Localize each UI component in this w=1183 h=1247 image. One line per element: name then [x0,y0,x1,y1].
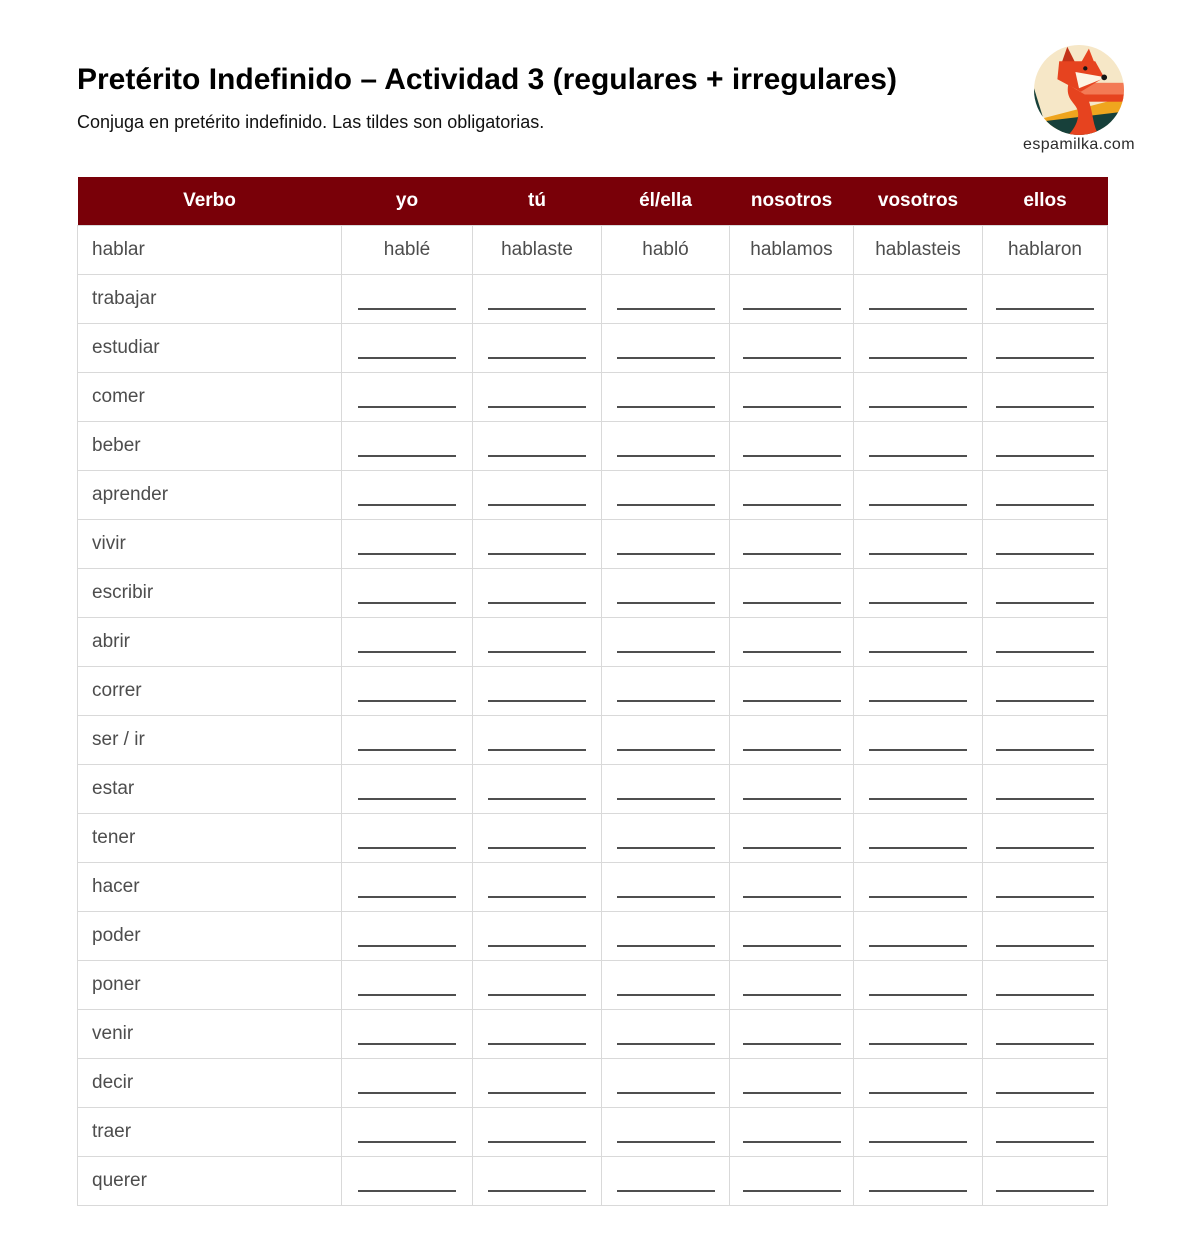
answer-cell [983,911,1108,960]
answer-cell [854,1107,983,1156]
answer-cell [342,862,473,911]
page-subtitle: Conjuga en pretérito indefinido. Las tildes son obligatorias. [77,112,545,132]
column-header-vosotros: vosotros [854,177,983,225]
answer-blank-line [617,1092,715,1094]
answer-blank-line [488,602,586,604]
answer-cell [473,764,602,813]
answer-cell [473,274,602,323]
answer-blank-line [617,406,715,408]
verb-cell: querer [78,1156,342,1205]
verb-cell: trabajar [78,274,342,323]
answer-cell [730,862,854,911]
answer-blank-line [996,406,1094,408]
answer-blank-line [869,504,967,506]
answer-blank-line [617,602,715,604]
answer-cell [983,1058,1108,1107]
table-row [78,813,1108,862]
answer-blank-line [743,504,841,506]
column-header-nosotros: nosotros [730,177,854,225]
table-row-example [78,225,1108,274]
answer-cell [854,1156,983,1205]
answer-blank-line [617,896,715,898]
answer-blank-line [869,1141,967,1143]
answer-cell [854,1009,983,1058]
answer-blank-line [996,1092,1094,1094]
answer-cell [602,813,730,862]
answer-blank-line [996,308,1094,310]
verb-cell: poder [78,911,342,960]
answer-cell [983,1009,1108,1058]
answer-blank-line [488,1141,586,1143]
answer-cell [983,568,1108,617]
answer-blank-line [743,455,841,457]
answer-cell [730,715,854,764]
answer-blank-line [488,553,586,555]
answer-blank-line [996,749,1094,751]
answer-blank-line [996,896,1094,898]
answer-blank-line [488,1043,586,1045]
answer-blank-line [488,798,586,800]
verb-cell: poner [78,960,342,1009]
answer-blank-line [358,945,456,947]
column-header-yo: yo [342,177,473,225]
answer-blank-line [358,602,456,604]
verb-cell: hacer [78,862,342,911]
answer-blank-line [743,308,841,310]
answer-blank-line [869,651,967,653]
answer-blank-line [996,357,1094,359]
answer-blank-line [617,847,715,849]
answer-blank-line [488,994,586,996]
answer-cell [854,323,983,372]
answer-cell [730,568,854,617]
answer-blank-line [996,455,1094,457]
answer-blank-line [488,504,586,506]
answer-blank-line [869,847,967,849]
answer-blank-line [488,357,586,359]
answer-cell [730,274,854,323]
answer-blank-line [488,700,586,702]
answer-blank-line [488,749,586,751]
answer-cell [473,470,602,519]
answer-blank-line [358,308,456,310]
conjugation-cell: hablé [342,225,473,274]
answer-cell [983,813,1108,862]
answer-blank-line [869,1092,967,1094]
answer-cell [602,421,730,470]
verb-cell: abrir [78,617,342,666]
conjugation-cell: hablasteis [854,225,983,274]
answer-cell [854,813,983,862]
answer-cell [602,666,730,715]
answer-blank-line [358,798,456,800]
column-header--l-ella: él/ella [602,177,730,225]
answer-cell [854,421,983,470]
answer-cell [730,911,854,960]
verb-cell: ser / ir [78,715,342,764]
answer-cell [983,372,1108,421]
answer-cell [342,813,473,862]
answer-cell [342,421,473,470]
answer-blank-line [743,602,841,604]
answer-blank-line [743,1092,841,1094]
page-title: Pretérito Indefinido – Actividad 3 (regulares + irregulares) [77,63,897,96]
answer-cell [854,911,983,960]
answer-blank-line [617,1043,715,1045]
answer-blank-line [358,896,456,898]
table-row [78,666,1108,715]
answer-blank-line [869,945,967,947]
answer-cell [473,372,602,421]
verb-cell: decir [78,1058,342,1107]
answer-cell [473,1009,602,1058]
table-row [78,862,1108,911]
table-row [78,274,1108,323]
answer-blank-line [617,700,715,702]
table-row [78,519,1108,568]
answer-blank-line [869,602,967,604]
answer-blank-line [869,798,967,800]
table-row [78,1156,1108,1205]
answer-cell [342,1058,473,1107]
answer-cell [342,911,473,960]
answer-cell [473,862,602,911]
answer-cell [342,1009,473,1058]
table-row [78,960,1108,1009]
answer-cell [602,519,730,568]
answer-cell [854,274,983,323]
answer-blank-line [617,308,715,310]
answer-blank-line [617,455,715,457]
answer-cell [342,617,473,666]
answer-cell [473,666,602,715]
answer-blank-line [743,700,841,702]
answer-blank-line [617,1141,715,1143]
answer-cell [730,372,854,421]
answer-cell [473,519,602,568]
table-row [78,617,1108,666]
answer-blank-line [488,847,586,849]
answer-cell [473,1058,602,1107]
verb-cell: aprender [78,470,342,519]
answer-cell [854,666,983,715]
answer-blank-line [358,651,456,653]
answer-blank-line [743,406,841,408]
answer-cell [342,519,473,568]
answer-blank-line [488,455,586,457]
answer-cell [983,470,1108,519]
answer-cell [602,323,730,372]
answer-cell [602,1156,730,1205]
answer-blank-line [743,1043,841,1045]
conjugation-cell: hablamos [730,225,854,274]
answer-blank-line [996,798,1094,800]
answer-cell [602,274,730,323]
table-row [78,470,1108,519]
answer-blank-line [743,1190,841,1192]
answer-cell [854,617,983,666]
verb-cell: correr [78,666,342,715]
answer-blank-line [617,798,715,800]
answer-cell [473,960,602,1009]
verb-cell: venir [78,1009,342,1058]
conjugation-table-wrap [77,177,1108,1206]
conjugation-cell: habló [602,225,730,274]
answer-blank-line [869,1043,967,1045]
answer-blank-line [996,847,1094,849]
answer-cell [342,274,473,323]
answer-cell [342,715,473,764]
answer-cell [854,715,983,764]
answer-blank-line [617,357,715,359]
answer-cell [602,1009,730,1058]
answer-blank-line [869,308,967,310]
table-row [78,1107,1108,1156]
answer-blank-line [743,357,841,359]
answer-cell [473,1156,602,1205]
conjugation-cell: hablaste [473,225,602,274]
answer-cell [854,372,983,421]
answer-cell [602,764,730,813]
answer-cell [342,666,473,715]
answer-cell [602,1058,730,1107]
conjugation-cell: hablaron [983,225,1108,274]
answer-blank-line [488,1190,586,1192]
answer-blank-line [358,749,456,751]
answer-cell [854,764,983,813]
answer-blank-line [358,504,456,506]
answer-cell [602,617,730,666]
answer-cell [602,960,730,1009]
answer-cell [602,862,730,911]
answer-blank-line [358,553,456,555]
answer-blank-line [996,945,1094,947]
verb-cell: escribir [78,568,342,617]
answer-blank-line [743,798,841,800]
answer-cell [983,1107,1108,1156]
answer-blank-line [996,553,1094,555]
answer-cell [730,519,854,568]
answer-cell [983,421,1108,470]
answer-cell [730,1156,854,1205]
answer-blank-line [358,1190,456,1192]
answer-cell [342,568,473,617]
answer-blank-line [743,553,841,555]
table-row [78,1009,1108,1058]
table-row [78,911,1108,960]
column-header-verbo: Verbo [78,177,342,225]
answer-blank-line [358,847,456,849]
answer-cell [602,1107,730,1156]
conjugation-table [77,177,1108,1206]
answer-cell [983,862,1108,911]
answer-cell [730,1058,854,1107]
answer-blank-line [869,700,967,702]
answer-cell [854,960,983,1009]
verb-cell: hablar [78,225,342,274]
table-row [78,323,1108,372]
answer-cell [730,960,854,1009]
answer-cell [473,813,602,862]
answer-blank-line [996,504,1094,506]
answer-cell [730,323,854,372]
answer-blank-line [358,406,456,408]
answer-cell [342,1107,473,1156]
answer-blank-line [488,896,586,898]
table-row [78,372,1108,421]
answer-blank-line [869,455,967,457]
verb-cell: comer [78,372,342,421]
answer-cell [983,1156,1108,1205]
answer-blank-line [869,553,967,555]
answer-blank-line [996,1043,1094,1045]
answer-blank-line [743,945,841,947]
answer-blank-line [358,700,456,702]
answer-cell [730,617,854,666]
answer-blank-line [869,406,967,408]
answer-cell [854,568,983,617]
answer-cell [983,617,1108,666]
answer-cell [602,715,730,764]
answer-blank-line [617,651,715,653]
answer-blank-line [488,1092,586,1094]
answer-blank-line [358,1092,456,1094]
answer-blank-line [743,651,841,653]
answer-cell [473,1107,602,1156]
answer-blank-line [617,749,715,751]
answer-blank-line [617,504,715,506]
answer-blank-line [996,651,1094,653]
answer-cell [983,519,1108,568]
answer-cell [602,372,730,421]
table-header-row [78,177,1108,225]
answer-blank-line [869,896,967,898]
answer-cell [854,862,983,911]
answer-blank-line [996,700,1094,702]
answer-blank-line [358,455,456,457]
answer-cell [342,323,473,372]
site-url: espamilka.com [1023,136,1135,153]
answer-blank-line [358,994,456,996]
verb-cell: vivir [78,519,342,568]
answer-blank-line [617,945,715,947]
document-header [0,0,1183,134]
answer-cell [983,715,1108,764]
answer-cell [342,960,473,1009]
answer-blank-line [488,651,586,653]
answer-cell [983,274,1108,323]
answer-cell [854,519,983,568]
answer-cell [473,617,602,666]
answer-blank-line [869,994,967,996]
answer-cell [983,666,1108,715]
verb-cell: tener [78,813,342,862]
answer-cell [602,911,730,960]
answer-blank-line [488,308,586,310]
answer-blank-line [358,357,456,359]
verb-cell: traer [78,1107,342,1156]
answer-cell [983,323,1108,372]
answer-blank-line [617,553,715,555]
answer-blank-line [743,749,841,751]
answer-blank-line [996,1190,1094,1192]
answer-blank-line [488,945,586,947]
table-row [78,715,1108,764]
verb-cell: estar [78,764,342,813]
table-row [78,568,1108,617]
answer-cell [473,323,602,372]
answer-cell [342,470,473,519]
answer-blank-line [996,602,1094,604]
answer-blank-line [869,749,967,751]
answer-blank-line [358,1043,456,1045]
answer-blank-line [743,994,841,996]
answer-cell [602,568,730,617]
answer-cell [730,764,854,813]
verb-cell: beber [78,421,342,470]
answer-blank-line [617,1190,715,1192]
answer-blank-line [617,994,715,996]
table-row [78,1058,1108,1107]
verb-cell: estudiar [78,323,342,372]
answer-cell [342,372,473,421]
answer-cell [730,813,854,862]
answer-blank-line [488,406,586,408]
table-row [78,421,1108,470]
answer-blank-line [743,896,841,898]
answer-blank-line [996,1141,1094,1143]
answer-blank-line [869,357,967,359]
answer-cell [730,470,854,519]
answer-cell [342,1156,473,1205]
answer-cell [473,568,602,617]
answer-cell [473,421,602,470]
table-row [78,764,1108,813]
answer-cell [730,1009,854,1058]
column-header-t-: tú [473,177,602,225]
answer-cell [602,470,730,519]
answer-blank-line [996,994,1094,996]
column-header-ellos: ellos [983,177,1108,225]
answer-cell [730,1107,854,1156]
answer-cell [854,470,983,519]
answer-blank-line [869,1190,967,1192]
answer-cell [473,715,602,764]
answer-cell [730,421,854,470]
answer-cell [730,666,854,715]
answer-cell [854,1058,983,1107]
answer-cell [983,960,1108,1009]
answer-cell [983,764,1108,813]
answer-cell [342,764,473,813]
answer-blank-line [743,1141,841,1143]
answer-cell [473,911,602,960]
answer-blank-line [743,847,841,849]
answer-blank-line [358,1141,456,1143]
